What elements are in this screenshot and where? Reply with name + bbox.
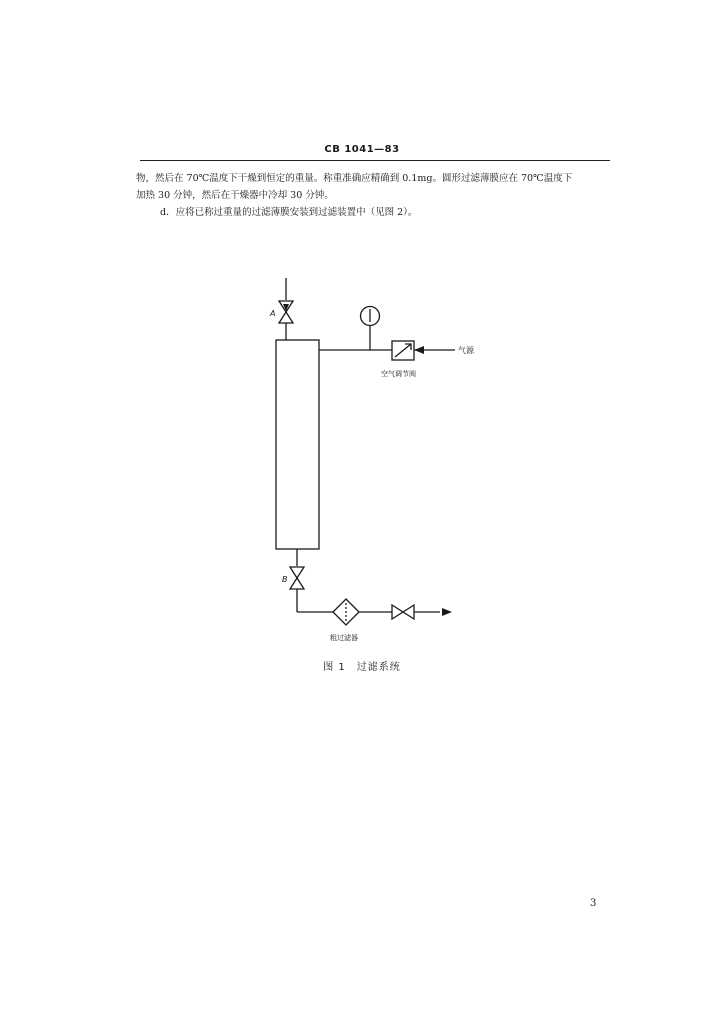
valve-b-upper: [290, 567, 304, 578]
outlet-valve-right: [403, 605, 414, 619]
body-line-1: 物，然后在 70℃温度下干燥到恒定的重量。称重准确应精确到 0.1mg。圆形过滤薄膜应在 70℃温度下: [136, 173, 573, 184]
valve-b-lower: [290, 578, 304, 589]
outlet-arrow-icon: [442, 608, 452, 616]
coarse-filter-label: 粗过滤器: [330, 634, 358, 642]
valve-b-label: B: [282, 575, 288, 584]
figure-caption: 图 1 过滤系统: [323, 662, 401, 673]
body-line-2: 加热 30 分钟，然后在干燥器中冷却 30 分钟。: [136, 190, 334, 201]
outlet-valve-left: [392, 605, 403, 619]
page-number: 3: [590, 898, 597, 909]
filter-column: [276, 340, 319, 549]
body-item-d: d．应将已称过重量的过滤薄膜安装到过滤装置中（见图 2）。: [160, 207, 418, 218]
air-source-label: 气源: [458, 346, 474, 355]
standard-number: CB 1041—83: [324, 144, 400, 155]
air-inlet-arrow-icon: [414, 346, 424, 354]
valve-a-label: A: [270, 309, 276, 318]
valve-a-lower: [279, 312, 293, 323]
regulator-diagonal: [395, 344, 411, 357]
air-regulator-label: 空气调节阀: [381, 370, 416, 378]
